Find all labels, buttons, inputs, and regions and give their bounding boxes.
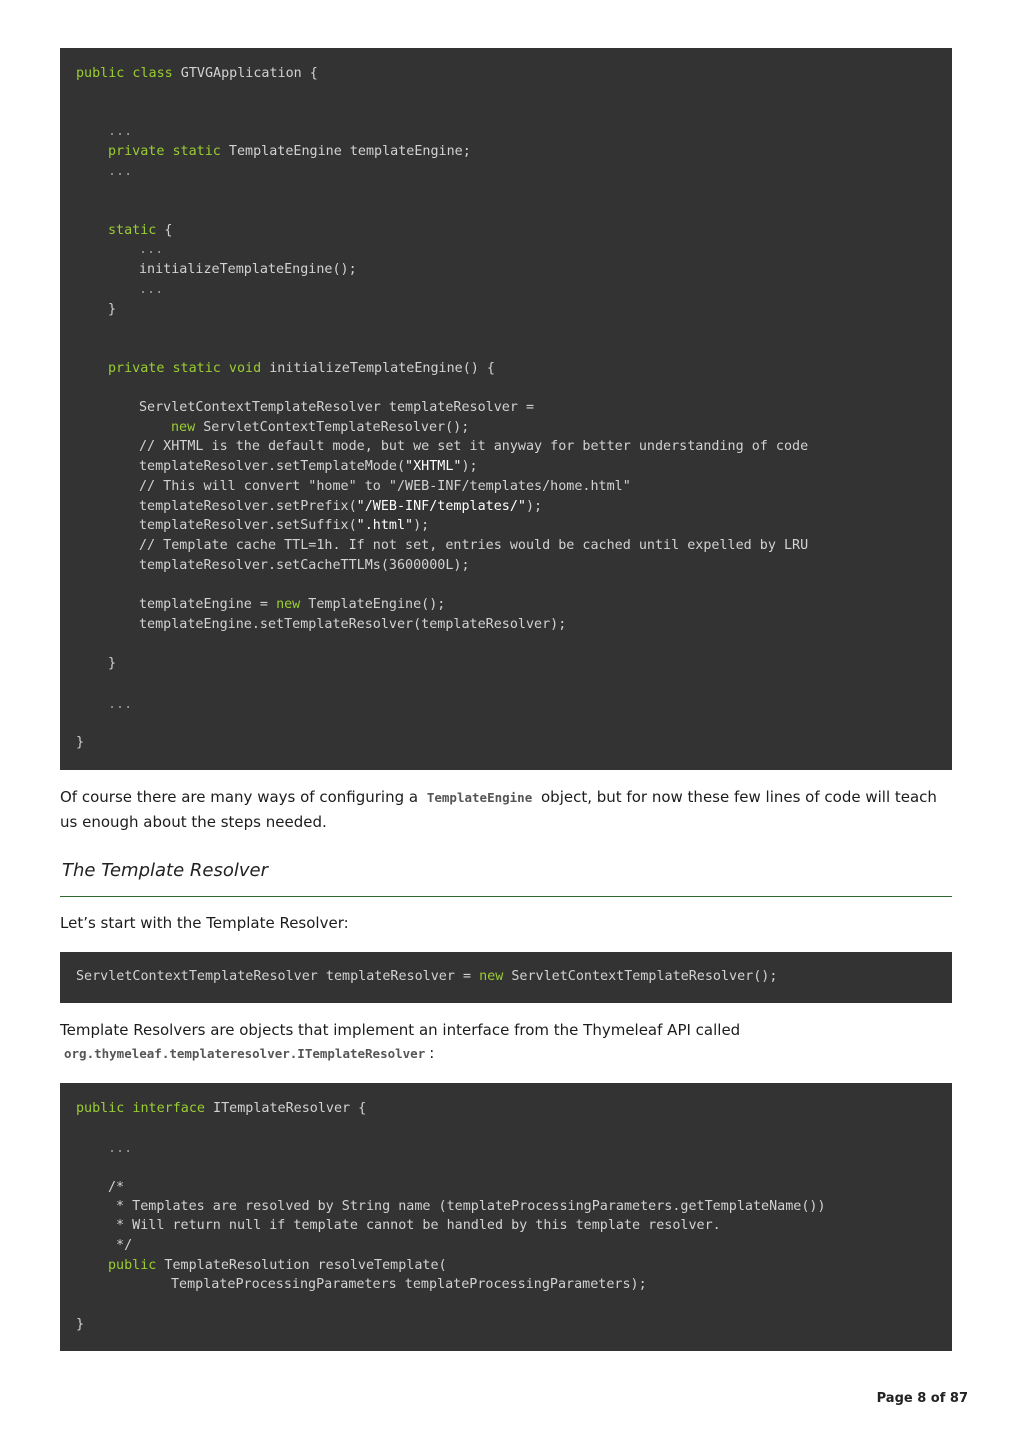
code-line: ... — [108, 124, 133, 139]
paragraph-text: Template Resolvers are objects that implement an interface from the Thymeleaf API called — [60, 1021, 741, 1039]
code-line: private static TemplateEngine templateEngine; — [108, 144, 471, 159]
code-comment: // This will convert "home" to "/WEB-INF/templates/home.html" — [139, 479, 631, 494]
code-line: templateResolver.setTemplateMode("XHTML"); — [139, 459, 478, 474]
code-comment: // XHTML is the default mode, but we set it anyway for better understanding of code — [139, 439, 809, 454]
paragraph-text: Of course there are many ways of configuring a — [60, 788, 419, 806]
code-comment: * Templates are resolved by String name (templateProcessingParameters.getTemplateName()) — [108, 1199, 826, 1214]
code-line: templateResolver.setPrefix("/WEB-INF/templates/"); — [139, 499, 543, 514]
paragraph-interface — [60, 1018, 952, 1066]
code-block-resolver — [60, 952, 952, 1003]
code-line: static { — [108, 223, 173, 238]
code-line: ... — [108, 164, 133, 179]
page-number: Page 8 of 87 — [876, 1391, 968, 1406]
code-line: initializeTemplateEngine(); — [139, 262, 357, 277]
paragraph-text: : — [429, 1044, 435, 1062]
code-line: public TemplateResolution resolveTemplate( — [108, 1258, 447, 1273]
inline-code-itemplateresolver: org.thymeleaf.templateresolver.ITemplateResolver — [64, 1046, 426, 1061]
code-line: public class GTVGApplication { — [76, 66, 318, 81]
code-line: ServletContextTemplateResolver templateResolver = new ServletContextTemplateResolver(); — [76, 969, 778, 984]
code-comment: * Will return null if template cannot be handled by this template resolver. — [108, 1218, 721, 1233]
code-line: ServletContextTemplateResolver templateResolver = — [139, 400, 535, 415]
code-line: private static void initializeTemplateEngine() { — [108, 361, 495, 376]
code-line: ... — [139, 282, 164, 297]
paragraph-text: object, but for now these few lines of code will teach us enough about the steps needed. — [60, 788, 937, 831]
code-line: templateEngine = new TemplateEngine(); — [139, 597, 446, 612]
code-line: public interface ITemplateResolver { — [76, 1101, 367, 1116]
code-block-main — [60, 48, 952, 770]
code-line: ... — [108, 697, 133, 712]
code-line: templateResolver.setCacheTTLMs(3600000L); — [139, 558, 470, 573]
code-line: } — [76, 735, 85, 750]
paragraph-templateengine — [60, 785, 952, 835]
section-heading: The Template Resolver — [62, 860, 268, 881]
code-line: ... — [108, 1141, 133, 1156]
code-line: new ServletContextTemplateResolver(); — [171, 420, 470, 435]
paragraph-code-line — [60, 1041, 952, 1066]
code-line: } — [76, 1317, 85, 1332]
code-line: ... — [139, 242, 164, 257]
code-comment: /* — [108, 1180, 125, 1195]
code-line: TemplateProcessingParameters templateProcessingParameters); — [171, 1277, 647, 1292]
heading-divider — [60, 896, 952, 897]
code-comment: // Template cache TTL=1h. If not set, entries would be cached until expelled by LRU — [139, 538, 809, 553]
inline-code-templateengine: TemplateEngine — [426, 790, 533, 805]
code-line: templateResolver.setSuffix(".html"); — [139, 518, 430, 533]
code-line: } — [108, 302, 117, 317]
code-comment: */ — [108, 1238, 133, 1253]
paragraph-intro: Let’s start with the Template Resolver: — [60, 914, 349, 932]
code-block-interface — [60, 1083, 952, 1351]
code-line: } — [108, 656, 117, 671]
code-line: templateEngine.setTemplateResolver(templateResolver); — [139, 617, 567, 632]
